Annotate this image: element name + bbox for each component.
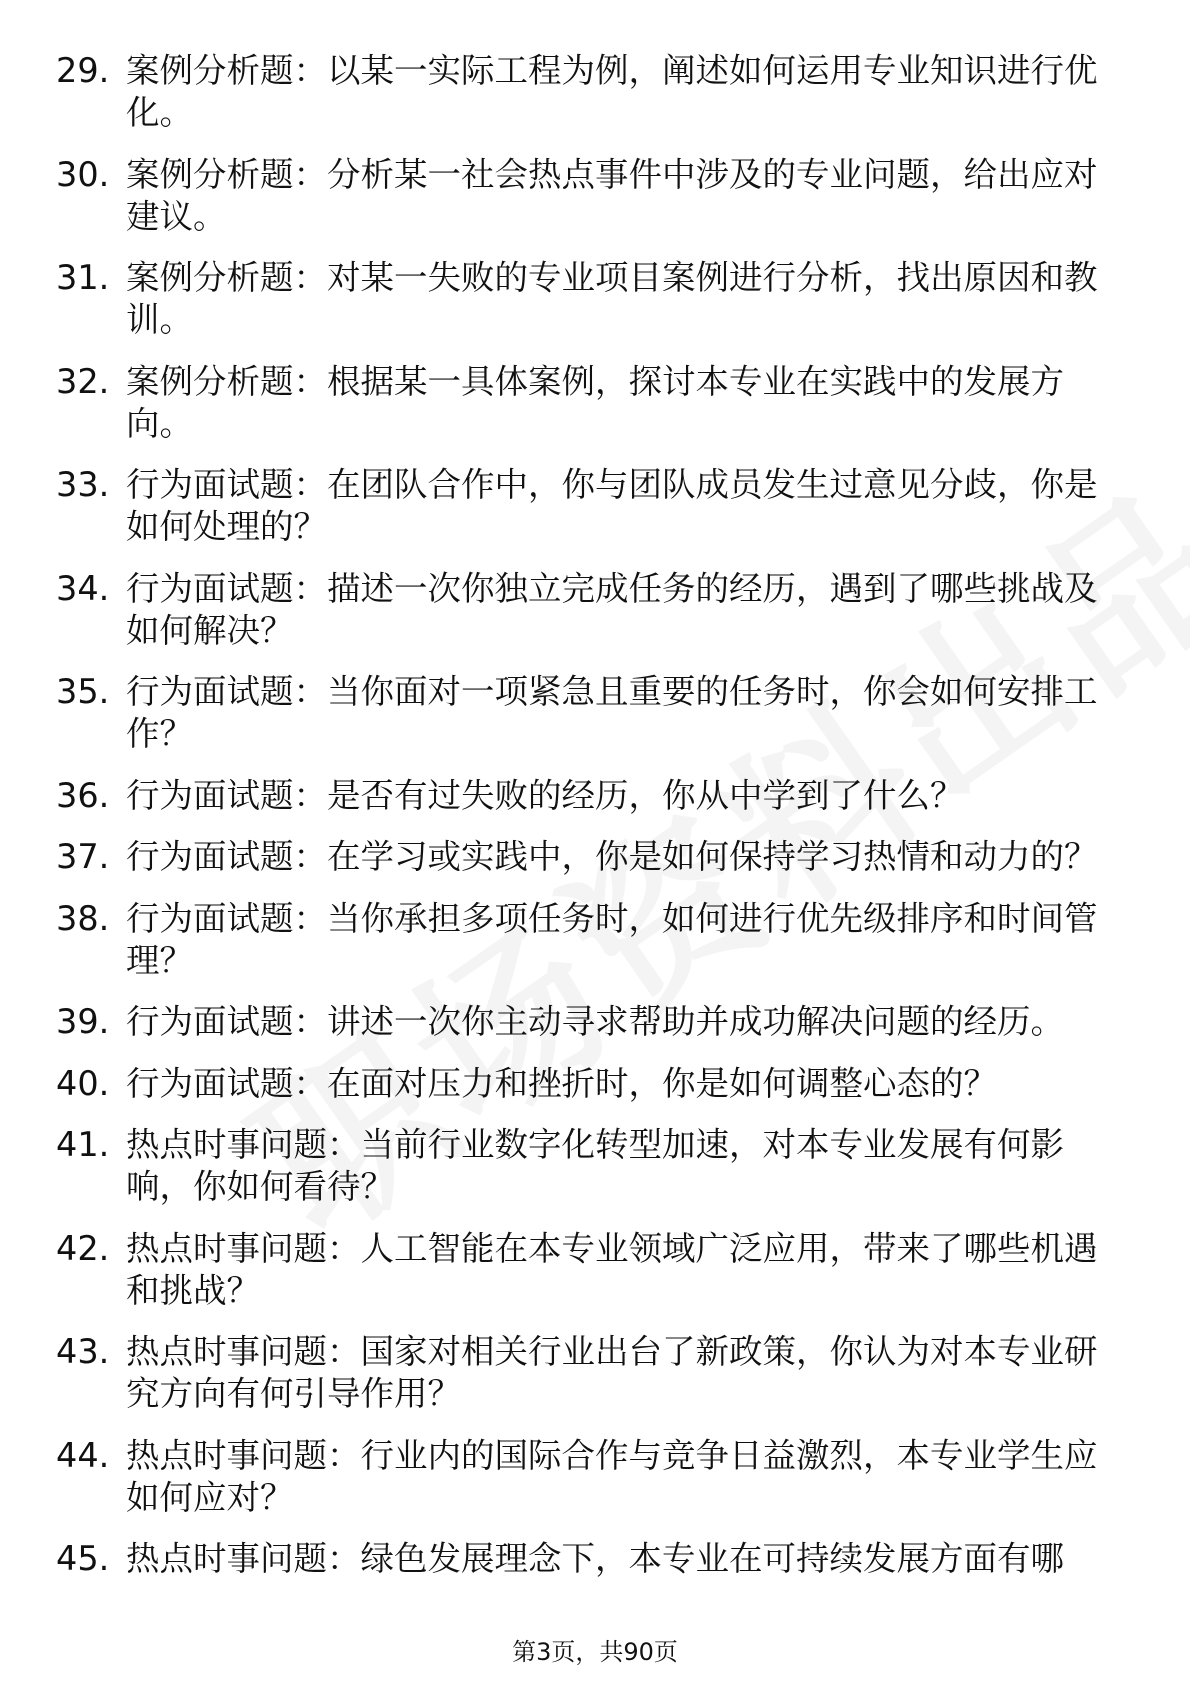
- question-body: [126, 257, 1106, 341]
- question-number: 39.: [56, 1002, 110, 1041]
- question-number: 43.: [56, 1332, 110, 1371]
- question-item: [0, 1001, 1190, 1043]
- question-number: 42.: [56, 1228, 110, 1268]
- question-item: [0, 1435, 1190, 1519]
- question-category: 案例分析题：: [126, 361, 327, 401]
- question-number: 44.: [56, 1435, 110, 1475]
- question-number: 31.: [56, 258, 110, 297]
- question-category: 行为面试题：: [126, 837, 327, 876]
- question-body: [126, 361, 1106, 445]
- question-number: 35.: [56, 672, 110, 711]
- question-item: [0, 671, 1190, 755]
- question-category: 行为面试题：: [126, 672, 327, 711]
- question-text: 讲述一次你主动寻求帮助并成功解决问题的经历。: [327, 1002, 1064, 1041]
- question-body: [126, 1124, 1106, 1208]
- question-text: 在团队合作中，你与团队成员发生过意见分歧，你是如何处理的？: [126, 465, 1098, 546]
- question-category: 案例分析题：: [126, 154, 327, 194]
- question-text: 描述一次你独立完成任务的经历，遇到了哪些挑战及如何解决？: [126, 568, 1098, 650]
- question-item: [0, 154, 1190, 238]
- question-category: 热点时事问题：: [126, 1539, 361, 1578]
- question-body: [126, 775, 1106, 817]
- question-number: 29.: [56, 51, 110, 90]
- question-category: 案例分析题：: [126, 51, 327, 90]
- question-text: 是否有过失败的经历，你从中学到了什么？: [327, 775, 964, 815]
- question-item: [0, 50, 1190, 134]
- question-number: 37.: [56, 837, 110, 876]
- question-item: [0, 568, 1190, 652]
- question-category: 行为面试题：: [126, 898, 327, 938]
- question-body: [126, 836, 1106, 878]
- question-text: 对某一失败的专业项目案例进行分析，找出原因和教训。: [126, 258, 1098, 339]
- question-category: 行为面试题：: [126, 568, 327, 608]
- question-number: 41.: [56, 1125, 110, 1164]
- question-category: 热点时事问题：: [126, 1332, 361, 1371]
- question-body: [126, 568, 1106, 652]
- question-body: [126, 1538, 1106, 1580]
- question-text: 根据某一具体案例，探讨本专业在实践中的发展方向。: [126, 361, 1064, 443]
- question-item: [0, 464, 1190, 548]
- question-item: [0, 257, 1190, 341]
- question-text: 以某一实际工程为例，阐述如何运用专业知识进行优化。: [126, 51, 1098, 132]
- question-text: 人工智能在本专业领域广泛应用，带来了哪些机遇和挑战？: [126, 1228, 1098, 1310]
- question-body: [126, 1435, 1106, 1519]
- question-item: [0, 1538, 1190, 1580]
- question-text: 绿色发展理念下，本专业在可持续发展方面有哪: [360, 1539, 1064, 1578]
- question-category: 案例分析题：: [126, 258, 327, 297]
- page-number-footer: 第3页，共90页: [512, 1638, 678, 1666]
- question-body: [126, 671, 1106, 755]
- question-text: 在面对压力和挫折时，你是如何调整心态的？: [327, 1063, 997, 1103]
- question-list: [0, 50, 1190, 1600]
- question-item: [0, 1331, 1190, 1415]
- question-number: 45.: [56, 1539, 110, 1578]
- question-number: 38.: [56, 898, 110, 938]
- question-number: 32.: [56, 361, 110, 401]
- question-number: 30.: [56, 154, 110, 194]
- question-text: 当你面对一项紧急且重要的任务时，你会如何安排工作？: [126, 672, 1098, 753]
- question-item: [0, 898, 1190, 982]
- question-number: 33.: [56, 465, 110, 504]
- question-body: [126, 898, 1106, 982]
- question-text: 在学习或实践中，你是如何保持学习热情和动力的？: [327, 837, 1098, 876]
- question-body: [126, 1331, 1106, 1415]
- question-category: 热点时事问题：: [126, 1435, 361, 1475]
- question-text: 行业内的国际合作与竞争日益激烈，本专业学生应如何应对？: [126, 1435, 1098, 1517]
- question-item: [0, 361, 1190, 445]
- question-text: 分析某一社会热点事件中涉及的专业问题，给出应对建议。: [126, 154, 1098, 236]
- question-number: 36.: [56, 775, 110, 815]
- question-number: 34.: [56, 568, 110, 608]
- question-number: 40.: [56, 1063, 110, 1103]
- question-body: [126, 1228, 1106, 1312]
- question-category: 行为面试题：: [126, 465, 327, 504]
- question-item: [0, 1063, 1190, 1105]
- question-body: [126, 50, 1106, 134]
- question-category: 热点时事问题：: [126, 1228, 361, 1268]
- question-text: 当你承担多项任务时，如何进行优先级排序和时间管理？: [126, 898, 1098, 980]
- question-item: [0, 836, 1190, 878]
- question-item: [0, 1228, 1190, 1312]
- question-item: [0, 1124, 1190, 1208]
- question-text: 当前行业数字化转型加速，对本专业发展有何影响，你如何看待？: [126, 1125, 1064, 1206]
- question-item: [0, 775, 1190, 817]
- question-category: 热点时事问题：: [126, 1125, 361, 1164]
- question-text: 国家对相关行业出台了新政策，你认为对本专业研究方向有何引导作用？: [126, 1332, 1098, 1413]
- question-category: 行为面试题：: [126, 775, 327, 815]
- question-body: [126, 464, 1106, 548]
- question-category: 行为面试题：: [126, 1002, 327, 1041]
- question-category: 行为面试题：: [126, 1063, 327, 1103]
- question-body: [126, 154, 1106, 238]
- question-body: [126, 1001, 1106, 1043]
- question-body: [126, 1063, 1106, 1105]
